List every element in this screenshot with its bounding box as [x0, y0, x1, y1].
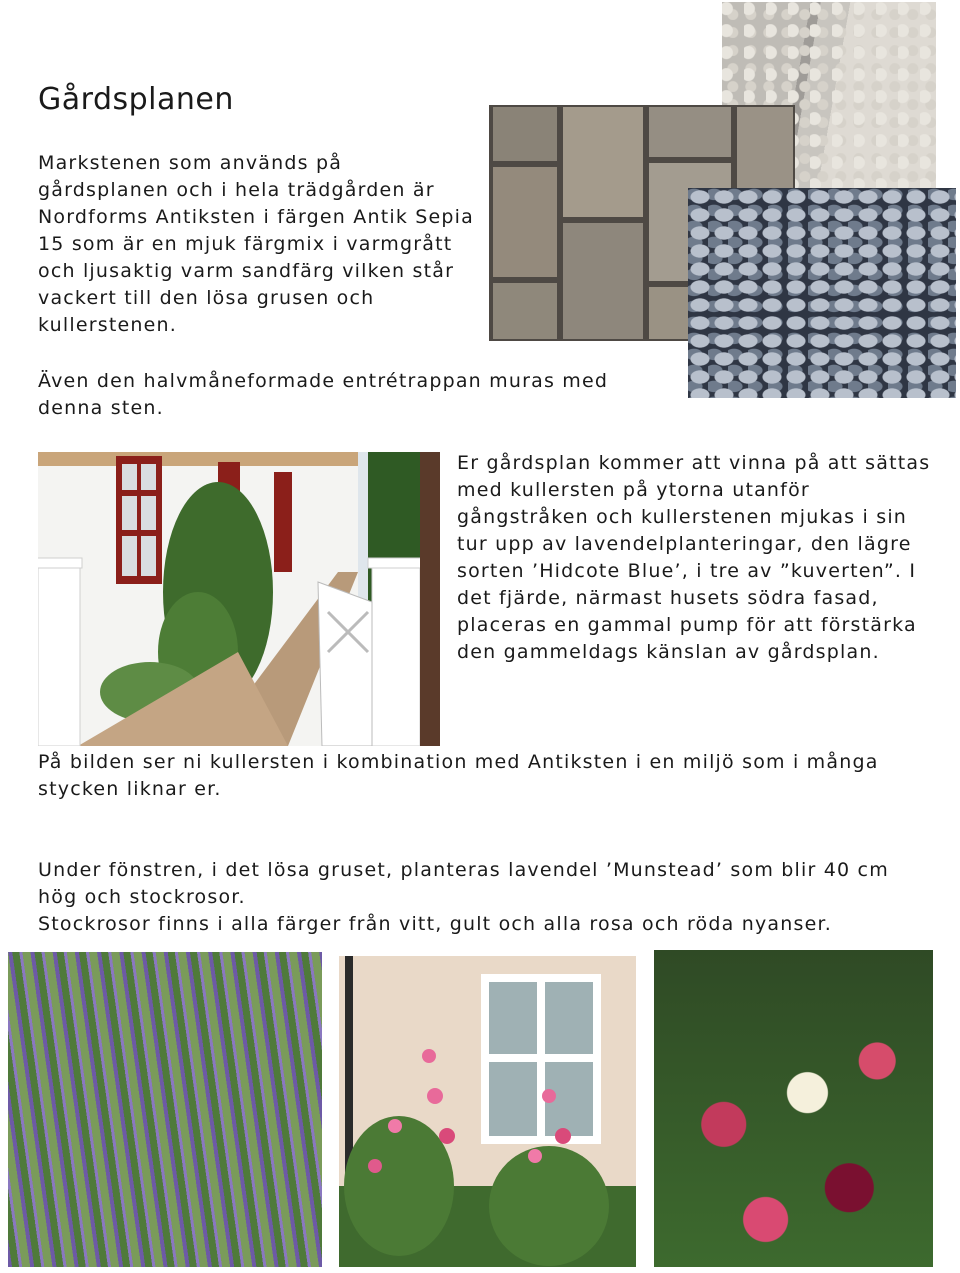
hollyhock-window-photo — [339, 956, 636, 1267]
photo-caption-paragraph: På bilden ser ni kullersten i kombination med Antiksten i en miljö som i många stycken liknar er. — [38, 751, 879, 800]
intro-paragraph: Markstenen som används på gårdsplanen och i hela trädgården är Nordforms Antiksten i färgen Antik Sepia 15 som är en mjuk färgmix i varmgrått och ljusaktig varm sandfärg vilken står vackert till den lösa grusen och kullerstenen. — [38, 152, 475, 336]
stairs-paragraph: Även den halvmåneformade entrétrappan muras med denna sten. — [38, 370, 609, 419]
cobblestone-photo — [688, 188, 956, 398]
page-title: Gårdsplanen — [38, 82, 234, 117]
house-scene — [38, 452, 440, 746]
cobblestone-paragraph: Er gårdsplan kommer att vinna på att sättas med kullersten på ytorna utanför gångstråken och kullerstenen mjukas i sin tur upp av lavendelplanteringar, den lägre sorten ’Hidcote Blue’, i tre av ”kuverten”. I det fjärde, närmast husets södra fasad, placeras en gammal pump för att förstärka den gammeldags känslan av gårdsplan. — [457, 452, 931, 663]
planting-line-1: Under fönstren, i det lösa gruset, planteras lavendel ’Munstead’ som blir 40 cm hög och stockrosor. — [38, 859, 889, 908]
hollyhock-flowers-photo — [654, 950, 933, 1267]
planting-paragraph — [38, 857, 918, 938]
lavender-photo — [8, 952, 322, 1267]
house-gate-photo — [38, 452, 440, 746]
window-scene — [339, 956, 636, 1267]
planting-line-2: Stockrosor finns i alla färger från vitt, gult och alla rosa och röda nyanser. — [38, 913, 832, 935]
